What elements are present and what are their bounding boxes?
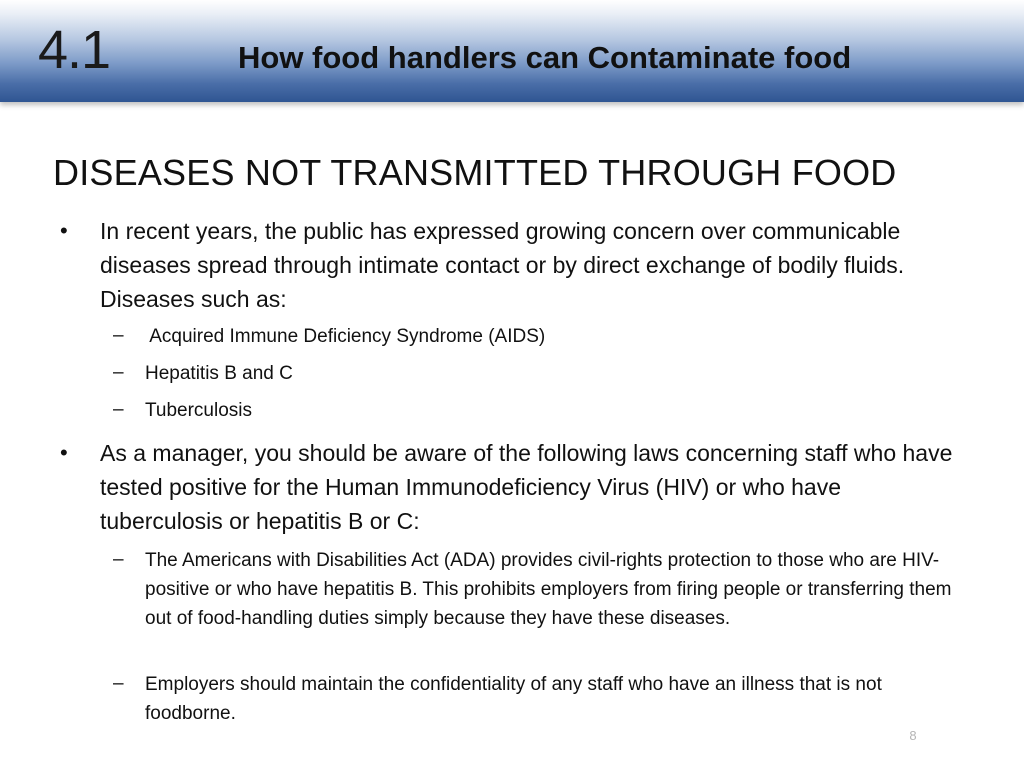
sub-item-dash: – [113, 325, 124, 346]
bullet-dot: • [60, 440, 68, 465]
sub-item-dash: – [113, 673, 124, 694]
sub-item-dash: – [113, 399, 124, 420]
bullet-dot: • [60, 218, 68, 243]
sub-item-text: Acquired Immune Deficiency Syndrome (AIDS) [145, 326, 546, 347]
sub-item [113, 396, 953, 426]
bullet-item [60, 436, 960, 538]
sub-item [113, 322, 953, 352]
bullet-text: As a manager, you should be aware of the following laws concerning staff who have tested positive for the Human Immunodeficiency Virus (HIV) or who have tuberculosis or hepatitis B or C: [100, 440, 953, 534]
sub-item-text: Hepatitis B and C [145, 363, 293, 384]
sub-item-text: Employers should maintain the confidentiality of any staff who have an illness that is not foodborne. [145, 674, 882, 724]
bullet-text: In recent years, the public has expressed growing concern over communicable diseases spread through intimate contact or by direct exchange of bodily fluids. Diseases such as: [100, 218, 905, 312]
sub-item-text: Tuberculosis [145, 400, 253, 421]
section-number: 4.1 [38, 20, 111, 80]
page-number: 8 [909, 728, 917, 743]
bullet-item [60, 214, 960, 316]
sub-item [113, 670, 953, 728]
sub-item [113, 359, 953, 389]
sub-item-text: The Americans with Disabilities Act (ADA) provides civil-rights protection to those who are HIV-positive or who have hepatitis B. This prohibits employers from firing people or transferring them out of food-handling duties simply because they have these diseases. [145, 550, 952, 629]
header-title: How food handlers can Contaminate food [238, 40, 852, 75]
sub-item-dash: – [113, 362, 124, 383]
header-band [0, 0, 1024, 102]
slide-heading: DISEASES NOT TRANSMITTED THROUGH FOOD [53, 152, 897, 193]
sub-item [113, 546, 953, 662]
sub-item-dash: – [113, 549, 124, 570]
